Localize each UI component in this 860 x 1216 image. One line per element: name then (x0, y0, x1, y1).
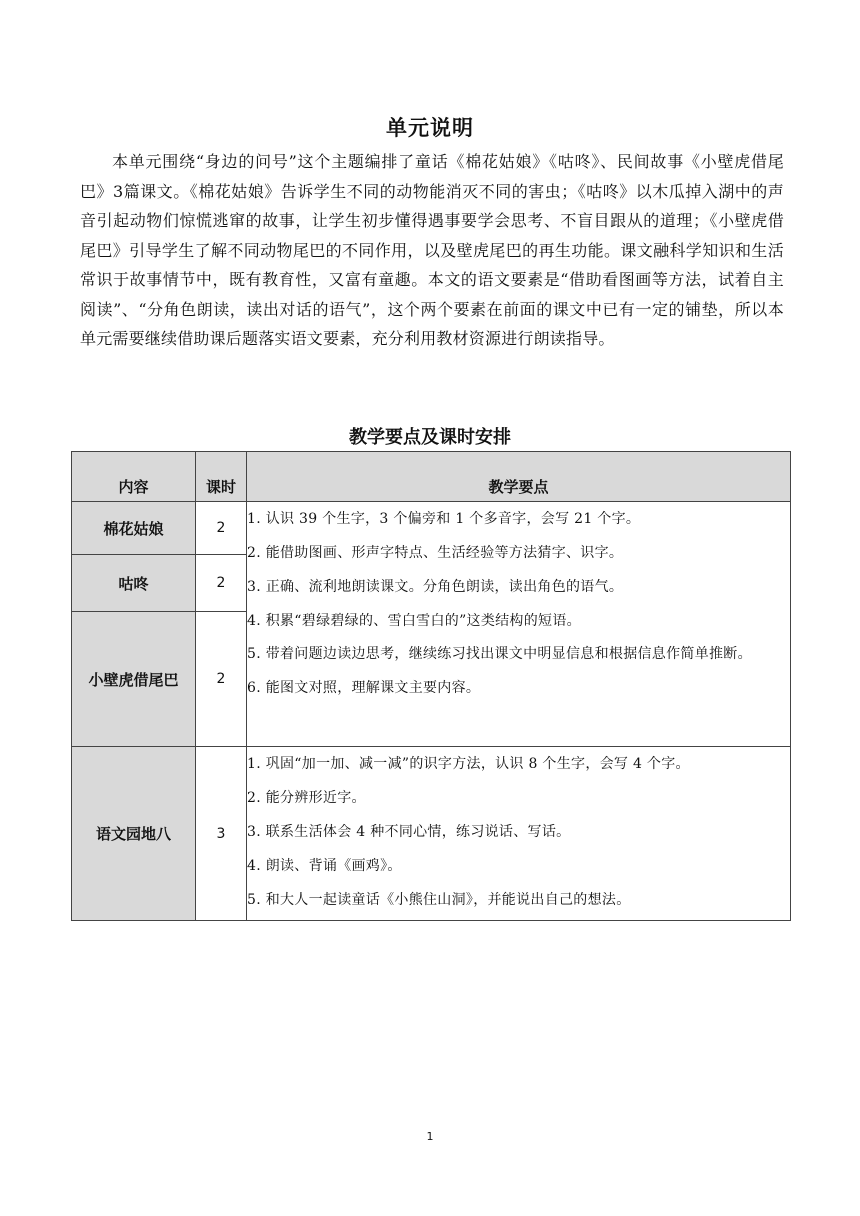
header-points: 教学要点 (247, 452, 791, 502)
teaching-plan-table (71, 451, 791, 921)
table-header-row (72, 452, 791, 502)
teaching-point: 4. 积累“碧绿碧绿的、雪白雪白的”这类结构的短语。 (247, 613, 581, 629)
row-hours-xiaobihu: 2 (196, 612, 247, 747)
row-hours-yuwenyuandi: 3 (196, 747, 247, 921)
teaching-point: 1. 巩固“加一加、减一减”的识字方法，认识 8 个生字，会写 4 个字。 (247, 756, 690, 772)
teaching-point: 6. 能图文对照，理解课文主要内容。 (247, 680, 481, 696)
teaching-point: 4. 朗读、背诵《画鸡》。 (247, 858, 402, 874)
intro-paragraph: 本单元围绕“身边的问号”这个主题编排了童话《棉花姑娘》《咕咚》、民间故事《小壁虎借尾巴》3篇课文。《棉花姑娘》告诉学生不同的动物能消灭不同的害虫；《咕咚》以木瓜掉入湖中的声音引起动物们惊慌逃窜的故事，让学生初步懂得遇事要学会思考、不盲目跟从的道理；《小壁虎借尾巴》引导学生了解不同动物尾巴的不同作用，以及壁虎尾巴的再生功能。课文融科学知识和生活常识于故事情节中，既有教育性，又富有童趣。本文的语文要素是“借助看图画等方法，试着自主阅读”、“分角色朗读，读出对话的语气”，这个两个要素在前面的课文中已有一定的铺垫，所以本单元需要继续借助课后题落实语文要素，充分利用教材资源进行朗读指导。 (80, 152, 784, 348)
teaching-point: 2. 能分辨形近字。 (247, 790, 366, 806)
row-content-yuwenyuandi: 语文园地八 (72, 747, 196, 921)
header-hours: 课时 (196, 452, 247, 502)
row-content-mianhua: 棉花姑娘 (72, 502, 196, 555)
table-row (72, 747, 791, 921)
page-title: 单元说明 (386, 116, 474, 140)
table-row (72, 502, 791, 555)
points-cell-group2 (247, 747, 791, 921)
table-title: 教学要点及课时安排 (349, 427, 511, 448)
teaching-point: 5. 带着问题边读边思考，继续练习找出课文中明显信息和根据信息作简单推断。 (247, 646, 752, 662)
teaching-point: 3. 联系生活体会 4 种不同心情，练习说话、写话。 (247, 824, 571, 840)
header-content: 内容 (72, 452, 196, 502)
teaching-point: 1. 认识 39 个生字，3 个偏旁和 1 个多音字，会写 21 个字。 (247, 511, 641, 527)
points-cell-group1 (247, 502, 791, 747)
intro-section (80, 147, 784, 354)
teaching-point: 3. 正确、流利地朗读课文。分角色朗读，读出角色的语气。 (247, 579, 624, 595)
row-hours-mianhua: 2 (196, 502, 247, 555)
teaching-point: 2. 能借助图画、形声字特点、生活经验等方法猜字、识字。 (247, 545, 624, 561)
row-content-gudong: 咕咚 (72, 555, 196, 612)
teaching-point: 5. 和大人一起读童话《小熊住山洞》，并能说出自己的想法。 (247, 892, 631, 908)
row-content-xiaobihu: 小壁虎借尾巴 (72, 612, 196, 747)
row-hours-gudong: 2 (196, 555, 247, 612)
page-number: 1 (426, 1130, 434, 1143)
